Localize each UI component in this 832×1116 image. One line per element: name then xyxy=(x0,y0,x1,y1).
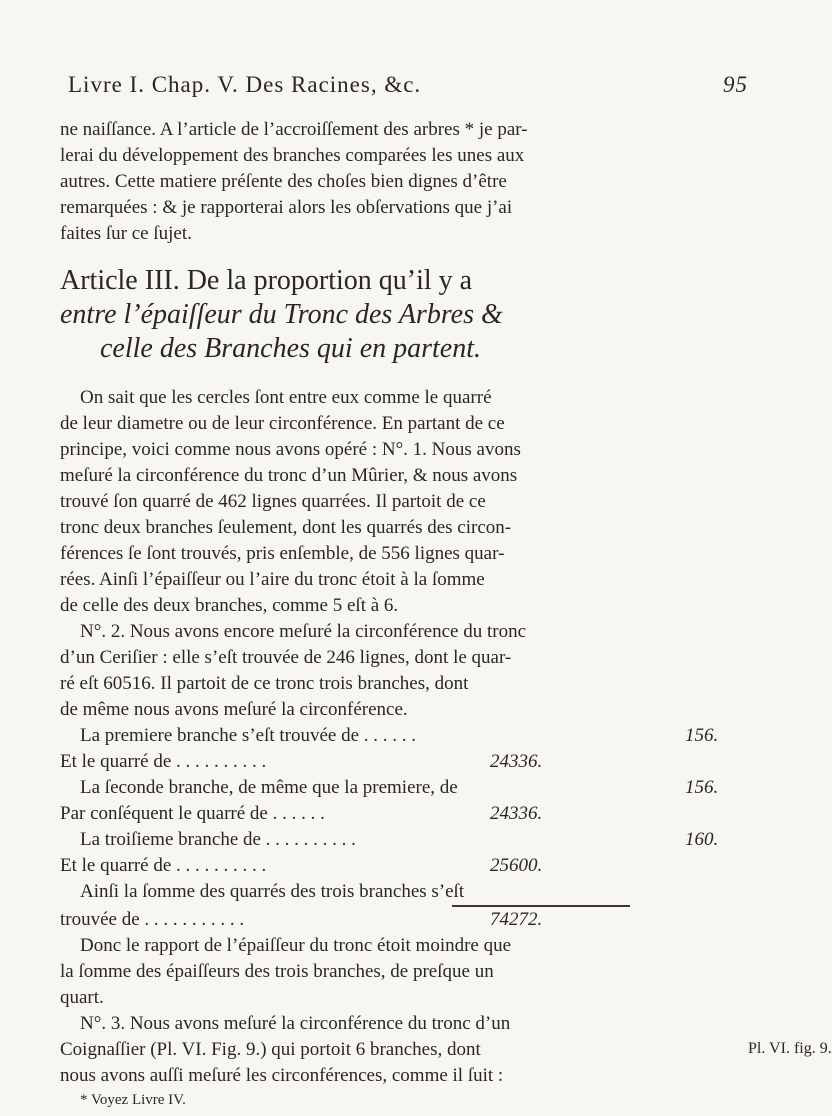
measure-label: trouvée de . . . . . . . . . . . xyxy=(60,909,245,930)
running-header xyxy=(68,72,748,98)
article-title-line-2: entre l’épaiſſeur du Tronc des Arbres & xyxy=(60,299,503,330)
body-line-12: ré eſt 60516. Il partoit de ce tronc trois branches, dont xyxy=(60,673,469,694)
running-title: Livre I. Chap. V. Des Racines, &c. xyxy=(68,72,422,97)
closing-line-3: quart. xyxy=(60,987,104,1008)
measure-value: 24336. xyxy=(490,803,543,824)
body-line-2: de leur diametre ou de leur circonférence. En partant de ce xyxy=(60,413,505,434)
body-line-11: d’un Ceriſier : elle s’eſt trouvée de 246 lignes, dont le quar- xyxy=(60,647,512,668)
page-number: 95 xyxy=(723,72,748,97)
body-line-9: de celle des deux branches, comme 5 eſt à 6. xyxy=(60,595,399,616)
closing-line-5: Coignaſſier (Pl. VI. Fig. 9.) qui portoit 6 branches, dont xyxy=(60,1039,481,1060)
closing-line-6: nous avons auſſi meſuré les circonférences, comme il ſuit : xyxy=(60,1065,504,1086)
measure-label: Ainſi la ſomme des quarrés des trois branches s’eſt xyxy=(80,881,465,902)
intro-line-3: autres. Cette matiere préſente des choſes bien dignes d’être xyxy=(60,171,507,192)
body-line-8: rées. Ainſi l’épaiſſeur ou l’aire du tronc étoit à la ſomme xyxy=(60,569,485,590)
measure-label: Et le quarré de . . . . . . . . . . xyxy=(60,855,267,876)
margin-note: Pl. VI. fig. 9. xyxy=(748,1040,832,1057)
article-title-line-3: celle des Branches qui en partent. xyxy=(100,333,482,364)
measure-value: 156. xyxy=(685,777,719,798)
intro-line-2: lerai du développement des branches comparées les unes aux xyxy=(60,145,525,166)
body-line-7: férences ſe ſont trouvés, pris enſemble, de 556 lignes quar- xyxy=(60,543,505,564)
measure-value: 160. xyxy=(685,829,719,850)
measure-value: 24336. xyxy=(490,751,543,772)
intro-line-5: faites ſur ce ſujet. xyxy=(60,223,192,244)
closing-line-4: N°. 3. Nous avons meſuré la circonférence du tronc d’un xyxy=(80,1013,511,1034)
measure-label: La troiſieme branche de . . . . . . . . . . xyxy=(80,829,356,850)
intro-line-1: ne naiſſance. A l’article de l’accroiſſement des arbres * je par- xyxy=(60,119,528,140)
measure-label: La ſeconde branche, de même que la premiere, de xyxy=(80,777,458,798)
footnote: * Voyez Livre IV. xyxy=(80,1092,186,1108)
body-line-3: principe, voici comme nous avons opéré : N°. 1. Nous avons xyxy=(60,439,521,460)
measure-label: Par conſéquent le quarré de . . . . . . xyxy=(60,803,325,824)
closing-line-2: la ſomme des épaiſſeurs des trois branches, de preſque un xyxy=(60,961,494,982)
body-line-10: N°. 2. Nous avons encore meſuré la circonférence du tronc xyxy=(80,621,526,642)
body-line-1: On sait que les cercles ſont entre eux comme le quarré xyxy=(80,387,492,408)
body-line-6: tronc deux branches ſeulement, dont les quarrés des circon- xyxy=(60,517,512,538)
article-title-line-1: Article III. De la proportion qu’il y a xyxy=(60,265,473,296)
measure-value: 74272. xyxy=(490,909,543,930)
body-line-5: trouvé ſon quarré de 462 lignes quarrées. Il partoit de ce xyxy=(60,491,486,512)
measure-label: Et le quarré de . . . . . . . . . . xyxy=(60,751,267,772)
measure-label: La premiere branche s’eſt trouvée de . . . . . . xyxy=(80,725,417,746)
sum-rule xyxy=(452,905,630,907)
measure-value: 25600. xyxy=(490,855,543,876)
body-line-4: meſuré la circonférence du tronc d’un Mûrier, & nous avons xyxy=(60,465,518,486)
body-line-13: de même nous avons meſuré la circonférence. xyxy=(60,699,408,720)
measure-value: 156. xyxy=(685,725,719,746)
closing-line-1: Donc le rapport de l’épaiſſeur du tronc étoit moindre que xyxy=(80,935,512,956)
intro-line-4: remarquées : & je rapporterai alors les obſervations que j’ai xyxy=(60,197,513,218)
